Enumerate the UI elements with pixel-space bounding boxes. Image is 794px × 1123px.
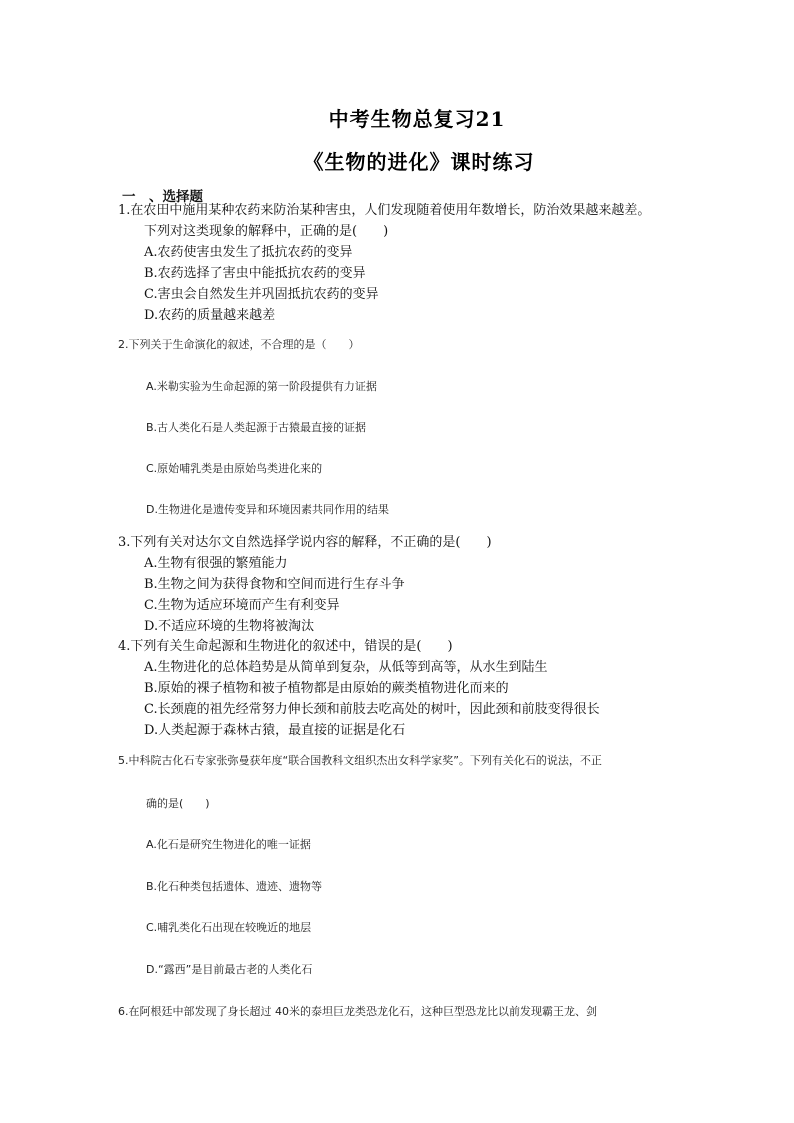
- section-heading: 一 、选择题: [122, 189, 203, 205]
- question-4: [118, 636, 600, 741]
- option-d: D.生物进化是遗传变异和环境因素共同作用的结果: [146, 503, 389, 516]
- option-a: A.生物有很强的繁殖能力: [144, 556, 288, 571]
- option-b: B.古人类化石是人类起源于古猿最直接的证据: [146, 421, 367, 434]
- option-c: C.长颈鹿的祖先经常努力伸长颈和前肢去吃高处的树叶，因此颈和前肢变得很长: [144, 702, 600, 717]
- option-d: D.农药的质量越来越差: [144, 308, 276, 323]
- option-a: A.生物进化的总体趋势是从简单到复杂，从低等到高等，从水生到陆生: [144, 660, 548, 675]
- question-5: [118, 752, 718, 982]
- question-stem: 2.下列关于生命演化的叙述，不合理的是（ ）: [118, 338, 360, 351]
- question-stem: 5.中科院古化石专家张弥曼获年度“联合国教科文组织杰出女科学家奖”。下列有关化石的说法，不正: [118, 754, 602, 767]
- option-d: D.人类起源于森林古猿，最直接的证据是化石: [144, 723, 406, 738]
- question-1: [118, 200, 650, 326]
- option-c: C.害虫会自然发生并巩固抵抗农药的变异: [144, 287, 379, 302]
- option-c: C.原始哺乳类是由原始鸟类进化来的: [146, 462, 323, 475]
- question-stem: 3.下列有关对达尔文自然选择学说内容的解释，不正确的是( ): [118, 535, 492, 550]
- question-6: [118, 1003, 718, 1023]
- question-stem-continued: 确的是( ): [146, 797, 210, 810]
- option-d: D.“露西”是目前最古老的人类化石: [146, 963, 313, 976]
- page-title: 中考生物总复习21: [328, 107, 506, 131]
- option-b: B.生物之间为获得食物和空间而进行生存斗争: [144, 577, 405, 592]
- option-a: A.化石是研究生物进化的唯一证据: [146, 838, 311, 851]
- option-c: C.哺乳类化石出现在较晚近的地层: [146, 921, 312, 934]
- option-b: B.农药选择了害虫中能抵抗农药的变异: [144, 266, 366, 281]
- question-stem: 6.在阿根廷中部发现了身长超过 40米的泰坦巨龙类恐龙化石，这种巨型恐龙比以前发现霸王龙、剑: [118, 1005, 597, 1018]
- question-stem: 1.在农田中施用某种农药来防治某种害虫，人们发现随着使用年数增长，防治效果越来越差。: [118, 203, 651, 218]
- question-2: [118, 336, 718, 516]
- option-d: D.不适应环境的生物将被淘汰: [144, 619, 315, 634]
- question-stem: 4.下列有关生命起源和生物进化的叙述中，错误的是( ): [118, 639, 453, 654]
- option-a: A.米勒实验为生命起源的第一阶段提供有力证据: [146, 380, 377, 393]
- question-3: [118, 532, 492, 637]
- option-b: B.化石种类包括遗体、遗迹、遗物等: [146, 880, 323, 893]
- option-c: C.生物为适应环境而产生有利变异: [144, 598, 340, 613]
- option-b: B.原始的裸子植物和被子植物都是由原始的蕨类植物进化而来的: [144, 681, 509, 696]
- page-subtitle: 《生物的进化》课时练习: [303, 150, 535, 174]
- question-stem-continued: 下列对这类现象的解释中，正确的是( ): [144, 224, 389, 239]
- option-a: A.农药使害虫发生了抵抗农药的变异: [144, 245, 353, 260]
